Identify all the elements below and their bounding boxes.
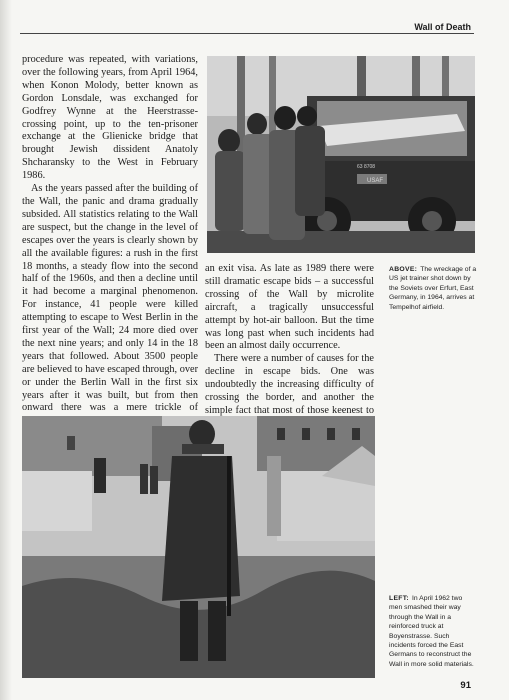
caption-above	[389, 265, 477, 312]
paragraph: There were a number of causes for the decline in escape bids. One was undoubtedly the increasing difficulty of crossing the border, and another the simple fact that most of those keenest to	[205, 353, 374, 416]
page-number: 91	[460, 680, 471, 691]
caption-label: ABOVE:	[389, 266, 418, 273]
truck-marking-text: USAF	[367, 178, 384, 184]
paragraph: an exit visa. As late as 1989 there were still dramatic escape bids – a successful crossing of the Wall by microlite aircraft, a tragically unsuccessful attempt by hot-air balloon. But the time was long past when such incidents had been an almost daily occurrence.	[205, 263, 374, 352]
photo-jet-wreckage-truck-image	[207, 56, 475, 253]
caption-label: LEFT:	[389, 595, 409, 602]
caption-text: In April 1962 two men smashed their way through the Wall in a reinforced truck at Boyenstrasse. Such incidents forced the East Germans to reconstruct the Wall in more solid materials.	[389, 595, 474, 668]
paragraph: procedure was repeated, with variations, over the following years, from April 1964, when Konon Molody, better known as Gordon Lonsdale, was exchanged for Godfrey Wynne at the Heerstrasse-crossing point, up to the ten-prisoner exchange at the Glienicke bridge that brought Jewish dissident Anatoly Shcharansky to the West in February 1986.	[22, 54, 198, 182]
caption-text: The wreckage of a US jet trainer shot down by the Soviets over Erfurt, East Germany, in 1964, arrives at Tempelhof airfield.	[389, 266, 477, 311]
photo-jet-wreckage-truck	[207, 56, 475, 253]
photo-guard-at-wall-image	[22, 416, 375, 678]
photo-guard-at-wall	[22, 416, 375, 678]
header-rule	[20, 33, 474, 34]
body-column-left	[22, 54, 198, 412]
running-header: Wall of Death	[414, 22, 471, 32]
truck-number-text: 63 8708	[357, 164, 376, 170]
caption-left	[389, 594, 477, 669]
paragraph: As the years passed after the building of the Wall, the panic and drama gradually subsided. All statistics relating to the Wall are suspect, but the change in the level of escapes over the years is clearly shown by all the available figures: a rush in the first 18 months, a steady flow into the second half of the 1960s, and then a decline until it had become a marginal phenomenon. For instance, 41 people were killed attempting to escape to West Berlin in the first year of the Wall; 24 more died over the next nine years; and only 14 in the 18 years that followed. About 3500 people are believed to have escaped through, over or under the Berlin Wall in the first six years after it was built, but from then onward there was a mere trickle of	[22, 183, 198, 414]
body-column-right	[205, 263, 374, 415]
page-binding-shadow	[0, 0, 12, 700]
